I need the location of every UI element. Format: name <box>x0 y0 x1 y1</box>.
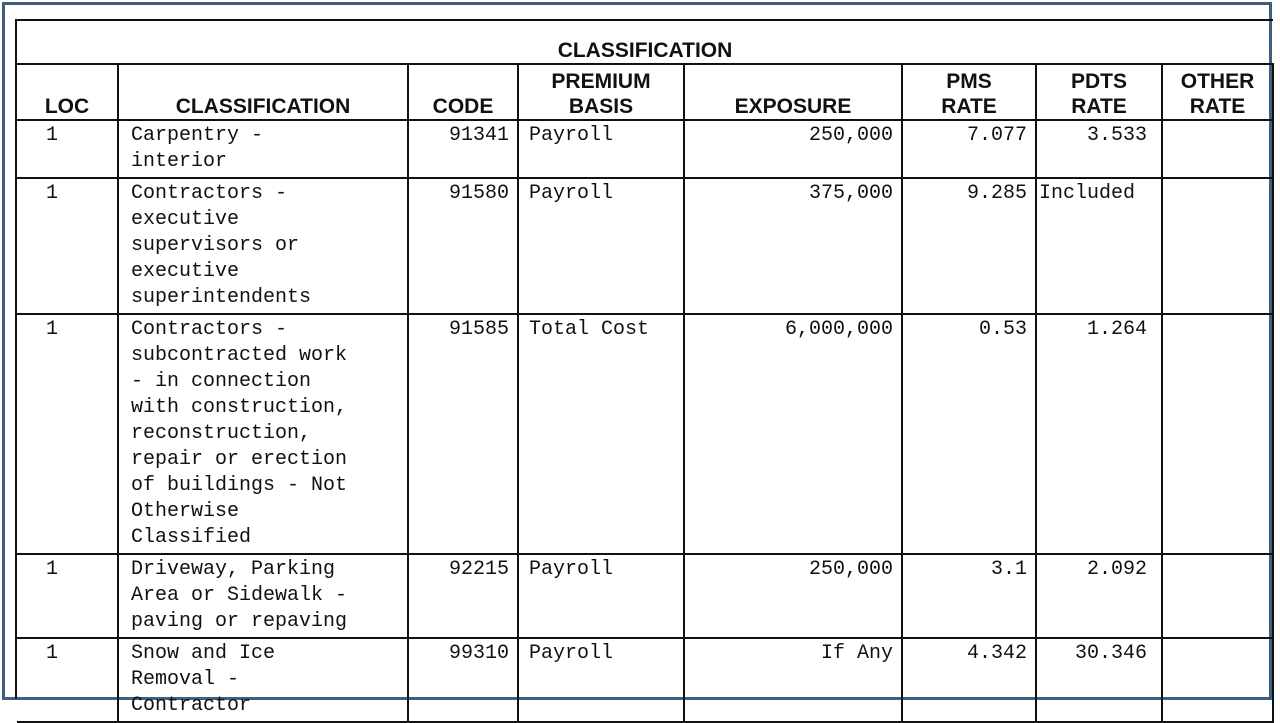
cell-classification: Contractors - subcontracted work - in connection with construction, reconstruction, repair or erection of buildings - Not Otherwise Classified <box>118 314 408 554</box>
header-premium-basis: PREMIUM BASIS <box>518 64 684 120</box>
document-frame <box>2 2 1272 717</box>
header-row <box>17 64 1273 120</box>
cell-loc: 1 <box>17 314 118 554</box>
cell-code: 91341 <box>408 120 518 178</box>
cell-exposure: 6,000,000 <box>684 314 902 554</box>
cell-loc: 1 <box>17 638 118 722</box>
cell-other-rate <box>1162 178 1273 314</box>
cell-pms-rate: 3.1 <box>902 554 1036 638</box>
cell-other-rate <box>1162 554 1273 638</box>
cell-pdts-rate: 1.264 <box>1036 314 1162 554</box>
cell-pms-rate: 0.53 <box>902 314 1036 554</box>
cell-pms-rate: 9.285 <box>902 178 1036 314</box>
cell-exposure: 375,000 <box>684 178 902 314</box>
cell-code: 92215 <box>408 554 518 638</box>
cell-exposure: If Any <box>684 638 902 722</box>
header-code: CODE <box>408 64 518 120</box>
table-row <box>17 178 1273 314</box>
table-row <box>17 314 1273 554</box>
header-exposure: EXPOSURE <box>684 64 902 120</box>
cell-other-rate <box>1162 314 1273 554</box>
cell-premium-basis: Payroll <box>518 638 684 722</box>
cell-pdts-rate: 2.092 <box>1036 554 1162 638</box>
header-pdts-rate: PDTS RATE <box>1036 64 1162 120</box>
header-loc: LOC <box>17 64 118 120</box>
cell-classification: Contractors - executive supervisors or executive superintendents <box>118 178 408 314</box>
classification-table <box>17 63 1274 723</box>
cell-code: 99310 <box>408 638 518 722</box>
cell-premium-basis: Total Cost <box>518 314 684 554</box>
cell-loc: 1 <box>17 178 118 314</box>
cell-code: 91580 <box>408 178 518 314</box>
cell-exposure: 250,000 <box>684 554 902 638</box>
cell-pdts-rate: 30.346 <box>1036 638 1162 722</box>
table-row <box>17 554 1273 638</box>
cell-premium-basis: Payroll <box>518 120 684 178</box>
cell-classification: Driveway, Parking Area or Sidewalk - paving or repaving <box>118 554 408 638</box>
cell-classification: Carpentry - interior <box>118 120 408 178</box>
header-other-rate: OTHER RATE <box>1162 64 1273 120</box>
cell-pdts-rate: 3.533 <box>1036 120 1162 178</box>
cell-pdts-rate: Included <box>1036 178 1162 314</box>
cell-other-rate <box>1162 638 1273 722</box>
section-title: CLASSIFICATION <box>557 39 733 62</box>
cell-pms-rate: 7.077 <box>902 120 1036 178</box>
cell-exposure: 250,000 <box>684 120 902 178</box>
table-row <box>17 120 1273 178</box>
header-pms-rate: PMS RATE <box>902 64 1036 120</box>
header-classification: CLASSIFICATION <box>118 64 408 120</box>
cell-pms-rate: 4.342 <box>902 638 1036 722</box>
cell-loc: 1 <box>17 554 118 638</box>
table-row <box>17 638 1273 722</box>
cell-premium-basis: Payroll <box>518 554 684 638</box>
cell-other-rate <box>1162 120 1273 178</box>
cell-premium-basis: Payroll <box>518 178 684 314</box>
classification-schedule <box>15 19 1273 717</box>
cell-loc: 1 <box>17 120 118 178</box>
cell-code: 91585 <box>408 314 518 554</box>
cell-classification: Snow and Ice Removal - Contractor <box>118 638 408 722</box>
